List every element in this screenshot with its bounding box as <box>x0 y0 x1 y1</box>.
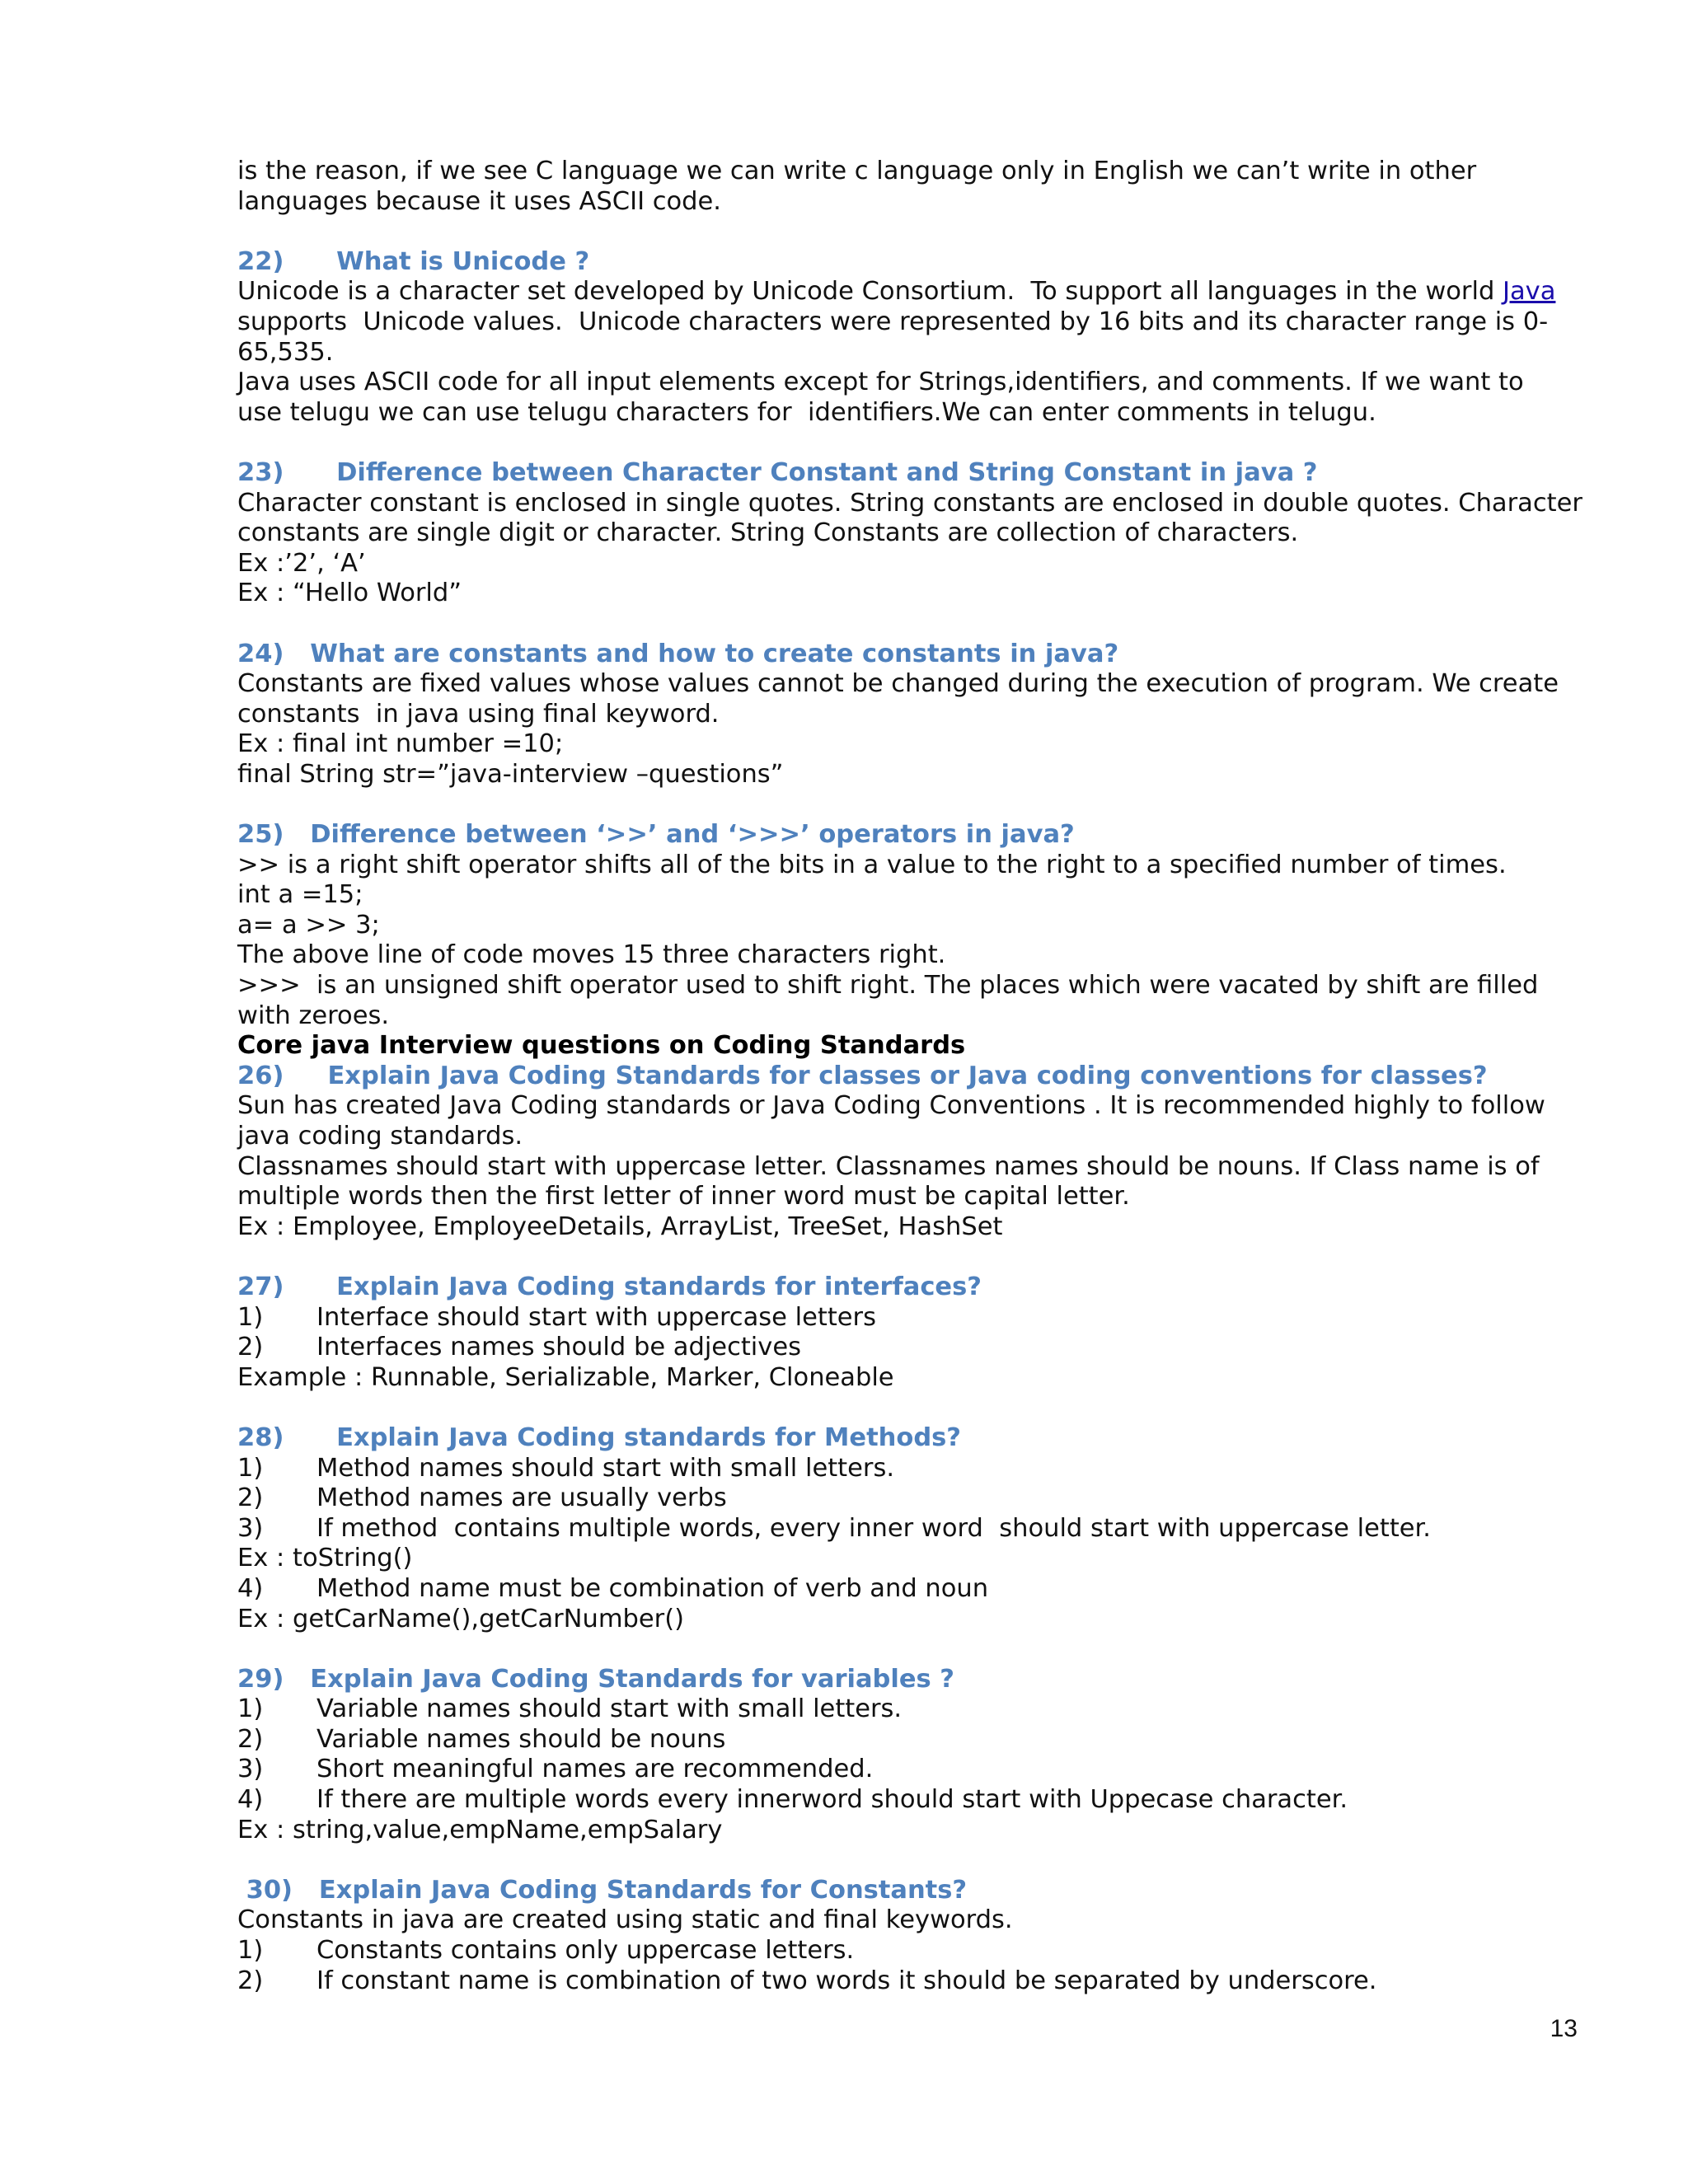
intro-line: is the reason, if we see C language we can write c language only in English we can’t write in other <box>237 157 1477 185</box>
question-heading-30: 30) Explain Java Coding Standards for Constants? <box>237 1875 968 1905</box>
example-line: Ex :’2’, ‘A’ <box>237 548 366 578</box>
list-item <box>237 1333 1577 1363</box>
section-title: Core java Interview questions on Coding Standards <box>237 1031 966 1061</box>
example-line: Ex : toString() <box>237 1544 413 1573</box>
list-item <box>237 1966 1577 1997</box>
list-text: Variable names should be nouns <box>316 1724 726 1754</box>
answer-line: Java uses ASCII code for all input elements except for Strings,identifiers, and comments. If we want to <box>237 368 1524 397</box>
page-content <box>237 157 1582 1996</box>
list-item <box>237 1483 1577 1514</box>
page-number: 13 <box>1550 2015 1578 2042</box>
list-item <box>237 1454 1577 1484</box>
list-item <box>237 1574 1577 1605</box>
list-text: If there are multiple words every innerword should start with Uppecase character. <box>316 1785 1348 1815</box>
question-heading-25: 25) Difference between ‘>>’ and ‘>>>’ operators in java? <box>237 820 1075 850</box>
list-text: If method contains multiple words, every inner word should start with uppercase letter. <box>316 1513 1431 1543</box>
intro-line: languages because it uses ASCII code. <box>237 186 722 216</box>
list-text: If constant name is combination of two words it should be separated by underscore. <box>316 1966 1377 1995</box>
list-text: Constants contains only uppercase letters. <box>316 1936 855 1966</box>
answer-line: >> is a right shift operator shifts all of the bits in a value to the right to a specified number of times. <box>237 850 1507 879</box>
list-text: Method name must be combination of verb and noun <box>316 1573 989 1603</box>
answer-line: 65,535. <box>237 337 334 367</box>
question-heading-26: 26) Explain Java Coding Standards for classes or Java coding conventions for classes? <box>237 1061 1488 1090</box>
list-number: 4) <box>237 1785 264 1815</box>
question-heading-28: 28) Explain Java Coding standards for Methods? <box>237 1422 961 1452</box>
answer-line: supports Unicode values. Unicode characters were represented by 16 bits and its character range is 0- <box>237 307 1549 336</box>
list-number: 1) <box>237 1453 264 1483</box>
list-text: Variable names should start with small letters. <box>316 1694 903 1724</box>
question-heading-23: 23) Difference between Character Constant and String Constant in java ? <box>237 457 1318 487</box>
list-item <box>237 1936 1577 1966</box>
list-number: 2) <box>237 1333 264 1362</box>
list-item <box>237 1514 1577 1544</box>
list-text: Short meaningful names are recommended. <box>316 1755 874 1784</box>
list-text: Method names are usually verbs <box>316 1483 727 1513</box>
question-heading-22: 22) What is Unicode ? <box>237 246 590 276</box>
answer-line: multiple words then the first letter of inner word must be capital letter. <box>237 1182 1130 1212</box>
list-number: 3) <box>237 1755 264 1784</box>
answer-line <box>237 277 1577 307</box>
answer-line: with zeroes. <box>237 1001 390 1030</box>
list-item <box>237 1755 1577 1785</box>
example-line: Example : Runnable, Serializable, Marker, Cloneable <box>237 1362 894 1392</box>
list-number: 2) <box>237 1724 264 1754</box>
list-number: 3) <box>237 1513 264 1543</box>
list-item <box>237 1725 1577 1755</box>
list-number: 2) <box>237 1483 264 1513</box>
answer-line: constants in java using final keyword. <box>237 699 720 729</box>
answer-line: Classnames should start with uppercase letter. Classnames names should be nouns. If Class name is of <box>237 1151 1540 1181</box>
answer-line: The above line of code moves 15 three characters right. <box>237 940 946 970</box>
list-text: Method names should start with small letters. <box>316 1453 895 1483</box>
list-number: 1) <box>237 1302 264 1332</box>
example-line: Ex : “Hello World” <box>237 579 462 608</box>
answer-line: Sun has created Java Coding standards or Java Coding Conventions . It is recommended highly to follow <box>237 1091 1545 1121</box>
list-item <box>237 1694 1577 1725</box>
answer-line: Constants are fixed values whose values cannot be changed during the execution of program. We create <box>237 669 1559 699</box>
answer-line: Constants in java are created using static and final keywords. <box>237 1905 1013 1935</box>
answer-line: java coding standards. <box>237 1122 523 1151</box>
example-line: Ex : getCarName(),getCarNumber() <box>237 1604 685 1633</box>
answer-line: use telugu we can use telugu characters for identifiers.We can enter comments in telugu. <box>237 397 1376 427</box>
list-item <box>237 1303 1577 1333</box>
list-number: 1) <box>237 1694 264 1724</box>
question-heading-29: 29) Explain Java Coding Standards for variables ? <box>237 1664 954 1694</box>
list-text: Interface should start with uppercase letters <box>316 1302 876 1332</box>
example-line: final String str=”java-interview –questions” <box>237 759 784 789</box>
code-line: int a =15; <box>237 880 363 910</box>
answer-line: Character constant is enclosed in single quotes. String constants are enclosed in double quotes. Character <box>237 488 1582 518</box>
list-item <box>237 1785 1577 1816</box>
answer-line: >>> is an unsigned shift operator used to shift right. The places which were vacated by shift are filled <box>237 971 1539 1001</box>
list-number: 2) <box>237 1966 264 1995</box>
question-heading-24: 24) What are constants and how to create constants in java? <box>237 639 1119 668</box>
question-heading-27: 27) Explain Java Coding standards for interfaces? <box>237 1272 982 1301</box>
example-line: Ex : final int number =10; <box>237 729 564 759</box>
answer-text: Unicode is a character set developed by Unicode Consortium. To support all languages in the world <box>237 277 1503 307</box>
java-link[interactable]: Java <box>1503 277 1556 307</box>
list-number: 4) <box>237 1573 264 1603</box>
example-line: Ex : Employee, EmployeeDetails, ArrayList, TreeSet, HashSet <box>237 1212 1003 1241</box>
code-line: a= a >> 3; <box>237 910 380 940</box>
list-number: 1) <box>237 1936 264 1966</box>
example-line: Ex : string,value,empName,empSalary <box>237 1815 723 1844</box>
answer-line: constants are single digit or character. String Constants are collection of characters. <box>237 518 1299 548</box>
list-text: Interfaces names should be adjectives <box>316 1333 801 1362</box>
